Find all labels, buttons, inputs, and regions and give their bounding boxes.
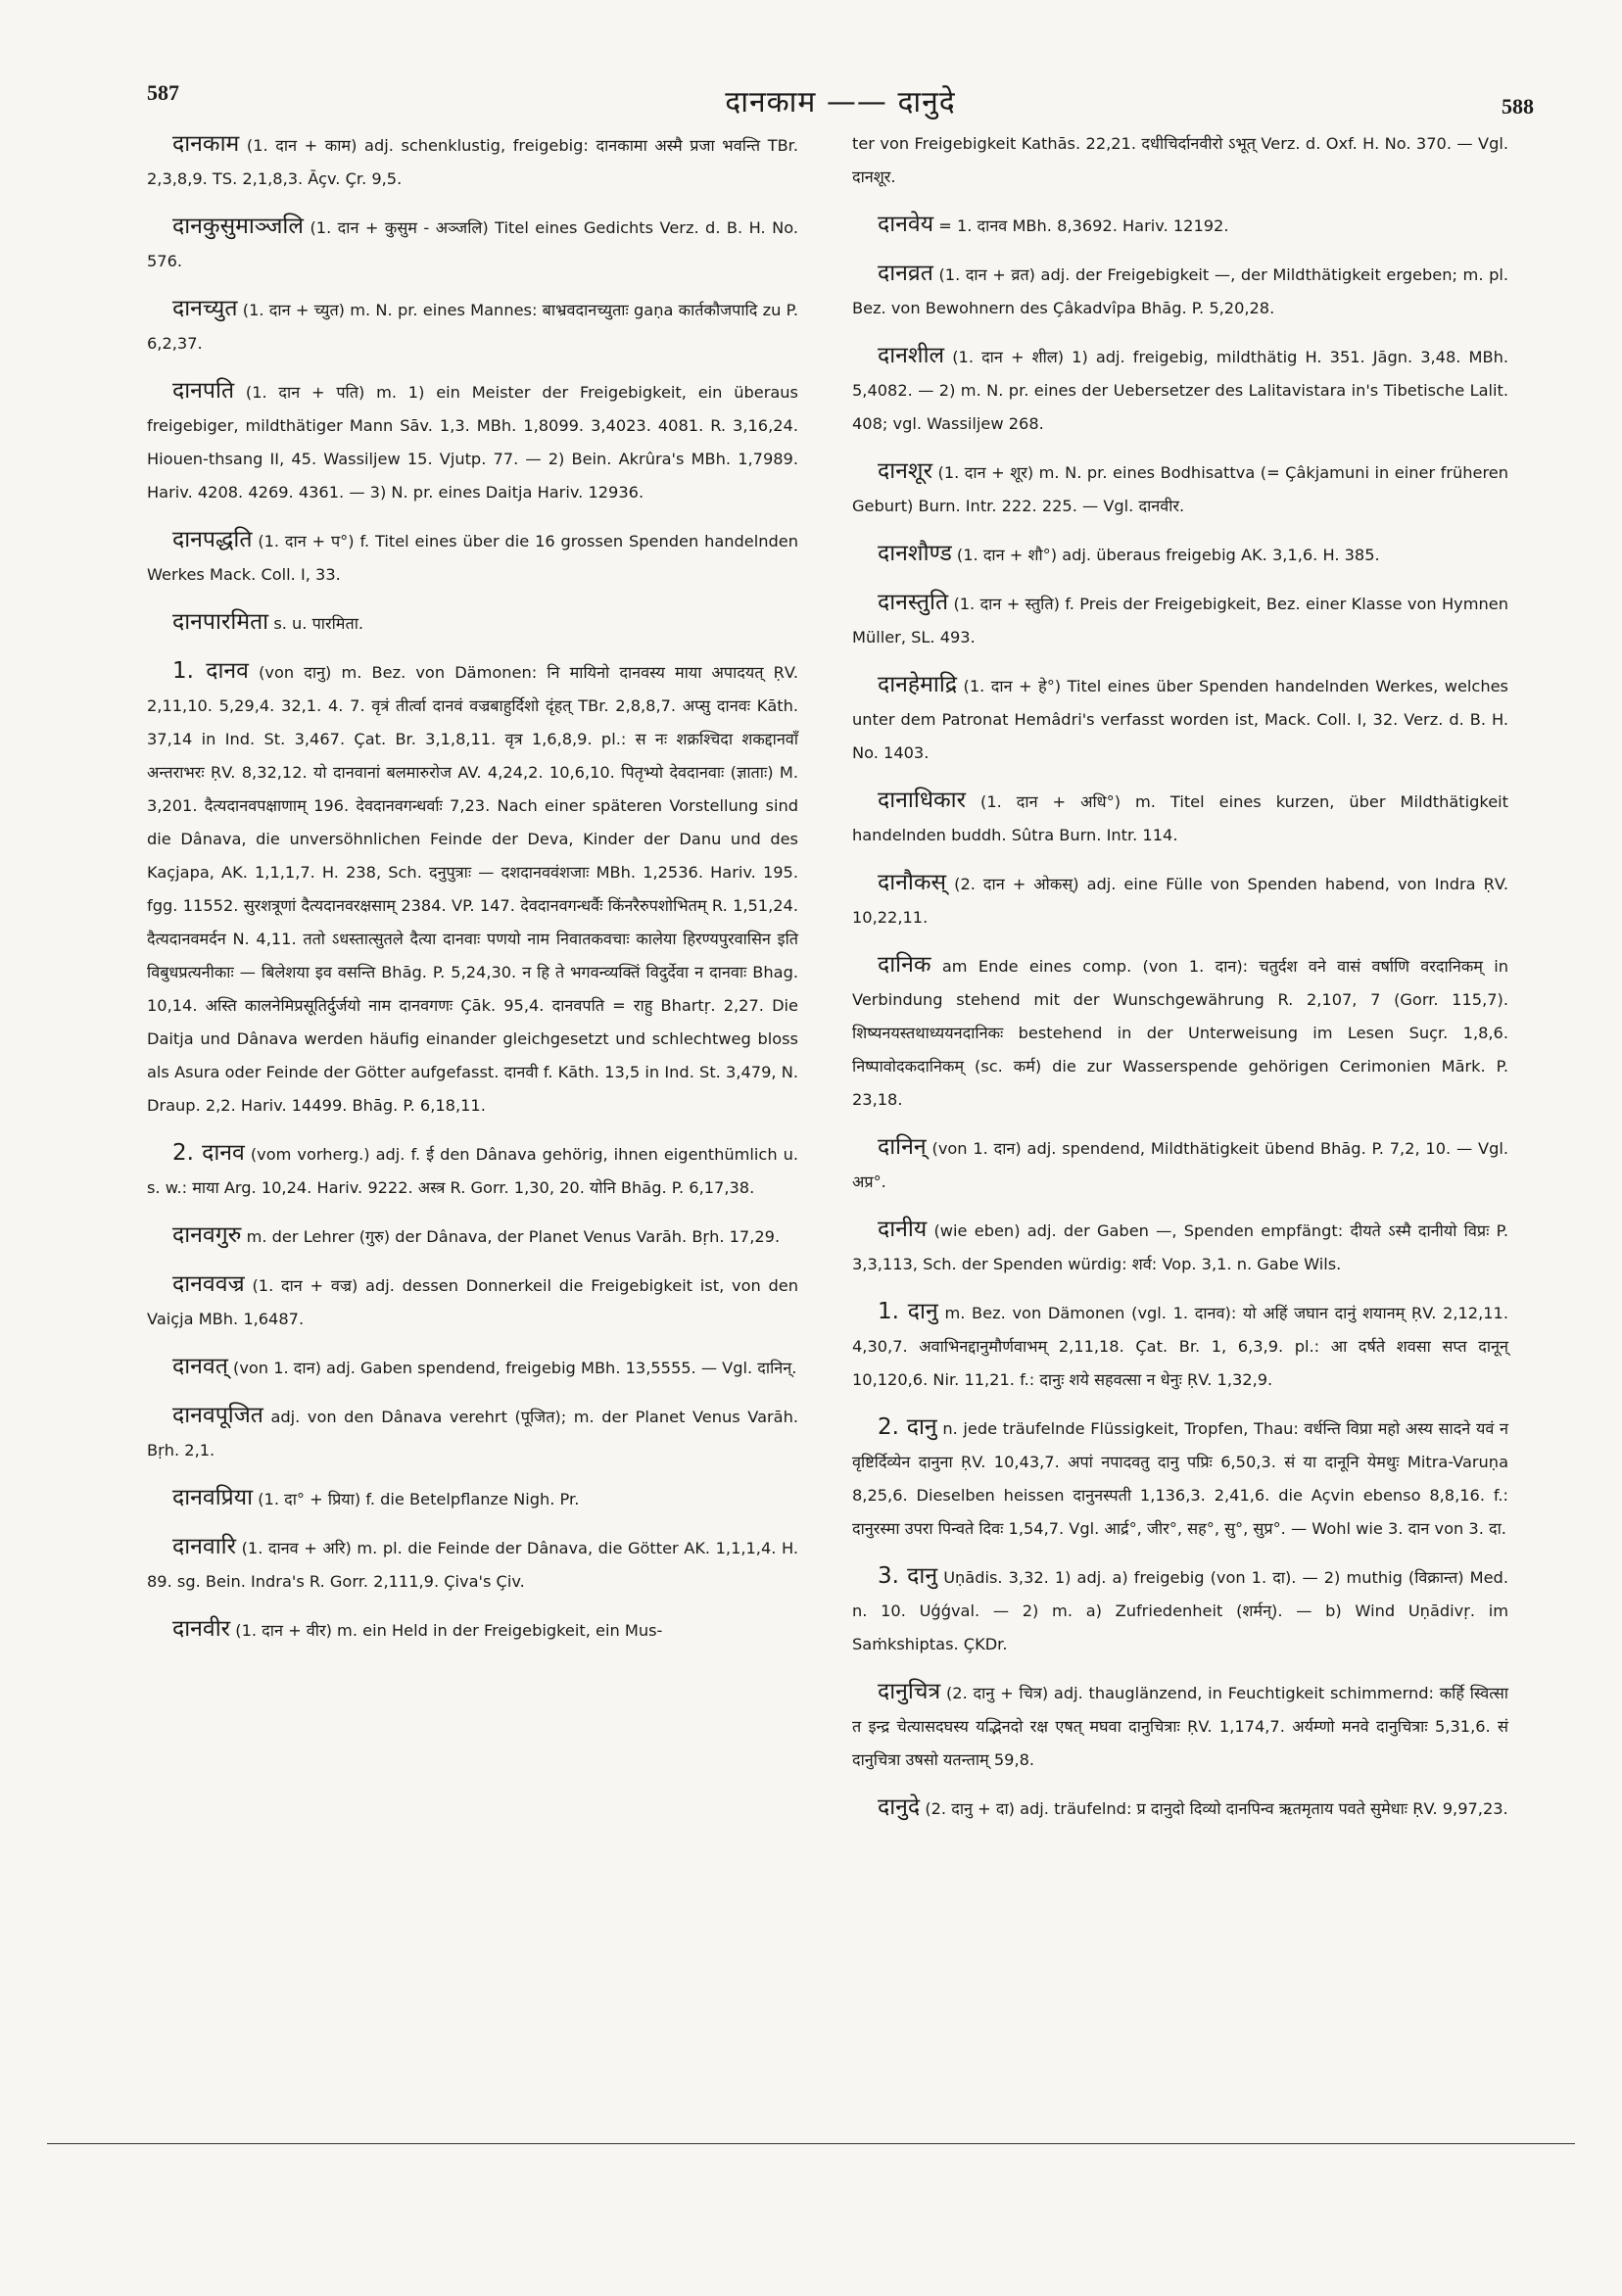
dictionary-entry — [147, 1219, 798, 1254]
entry-text: (1. दान + प°) f. Titel eines über die 16 grossen Spenden handelnden Werkes Mack. Coll. I, 33. — [147, 532, 798, 584]
dictionary-entry — [147, 1350, 798, 1385]
entry-text: (von 1. दान) adj. Gaben spendend, freigebig MBh. 13,5555. — Vgl. दानिन्. — [233, 1359, 797, 1377]
entry-text: Uṇādis. 3,32. 1) adj. a) freigebig (von 1. दा). — 2) muthig (विक्रान्त) Med. n. 10. Uǵǵval. — 2) m. a) Zufriedenheit (शर्मन्). — b) Wind Uṇādivṛ. im Saṁkshiptas. ÇKDr. — [852, 1568, 1508, 1653]
entry-text: (2. दानु + दा) adj. träufelnd: प्र दानुदो दिव्यो दानपिन्व ऋतमृताय पवते सुमेधाः ṚV. 9,97,23. — [925, 1799, 1508, 1818]
entry-headword: 2. दानु — [878, 1414, 937, 1440]
entry-text: (1. दान + च्युत) m. N. pr. eines Mannes: बाभ्रवदानच्युताः gaṇa कार्तकौजपादि zu P. 6,2,37. — [147, 301, 798, 353]
entry-text: (1. दान + शूर) m. N. pr. eines Bodhisattva (= Çâkjamuni in einer früheren Geburt) Burn. Intr. 222. 225. — Vgl. दानवीर. — [852, 463, 1508, 515]
dictionary-entry — [852, 1213, 1508, 1281]
entry-text: (1. दा° + प्रिया) f. die Betelpflanze Nigh. Pr. — [258, 1490, 580, 1508]
entry-headword: दानपद्धति — [172, 527, 253, 552]
entry-text: (1. दान + हे°) Titel eines über Spenden handelnden Werkes, welches unter dem Patronat Hemâdri's verfasst worden ist, Mack. Coll. I, 32. Verz. d. B. H. No. 1403. — [852, 677, 1508, 762]
entry-headword: दानवगुरु — [172, 1222, 242, 1248]
dictionary-entry — [852, 866, 1508, 934]
entry-text: (2. दान + ओकस्) adj. eine Fülle von Spenden habend, von Indra ṚV. 10,22,11. — [852, 875, 1508, 927]
entry-text: (1. दान + पति) m. 1) ein Meister der Freigebigkeit, ein überaus freigebiger, mildthätiger Mann Sāv. 1,3. MBh. 1,8099. 3,4023. 4081. R. 3,16,24. Hiouen-thsang II, 45. Wassiljew 15. Vjutp. 77. — 2) Bein. Akrûra's MBh. 1,7989. Hariv. 4208. 4269. 4361. — 3) N. pr. eines Daitja Hariv. 12936. — [147, 383, 798, 502]
entry-text: (1. दान + व्रत) adj. der Freigebigkeit —, der Mildthätigkeit ergeben; m. pl. Bez. von Bewohnern des Çâkadvîpa Bhāg. P. 5,20,28. — [852, 265, 1508, 317]
entry-text: (2. दानु + चित्र) adj. thauglänzend, in Feuchtigkeit schimmernd: कर्हि स्वित्सा त इन्द्र चेत्यासदघस्य यद्भिनदो रक्ष एषत् मघवा दानुचित्राः ṚV. 1,174,7. अर्यम्णो मनवे दानुचित्राः 5,31,6. सं दानुचित्रा उषसो यतन्ताम् 59,8. — [852, 1684, 1508, 1769]
dictionary-entry — [852, 948, 1508, 1117]
footer-rule — [47, 2143, 1575, 2144]
entry-headword: दानव्रत — [878, 261, 933, 286]
running-head: दानकाम —— दानुदे — [725, 85, 956, 120]
entry-text: s. u. पारमिता. — [273, 614, 364, 633]
entry-headword: दानुदे — [878, 1794, 921, 1820]
entry-headword: दानवत् — [172, 1354, 228, 1379]
dictionary-entry — [147, 1399, 798, 1467]
left-column — [147, 127, 798, 1661]
entry-headword: दानुचित्र — [878, 1679, 941, 1704]
entry-text: (1. दान + अधि°) m. Titel eines kurzen, über Mildthätigkeit handelnden buddh. Sûtra Burn. Intr. 114. — [852, 792, 1508, 844]
entry-headword: दानशील — [878, 343, 945, 368]
dictionary-entry — [147, 1481, 798, 1516]
dictionary-entry — [852, 668, 1508, 770]
dictionary-entry — [852, 586, 1508, 654]
dictionary-entry — [147, 210, 798, 278]
dictionary-entry — [147, 1268, 798, 1336]
dictionary-entry — [852, 537, 1508, 572]
page-number-left: 587 — [147, 80, 179, 105]
page-header — [147, 80, 1534, 129]
entry-headword: दानपति — [172, 378, 235, 404]
dictionary-entry — [147, 1612, 798, 1648]
entry-headword: 1. दानु — [878, 1299, 938, 1324]
dictionary-entry — [852, 1559, 1508, 1661]
dictionary-entry — [147, 292, 798, 360]
entry-headword: दानशौण्ड — [878, 541, 952, 566]
entry-headword: दानीय — [878, 1217, 928, 1242]
entry-headword: दानकुसुमाञ्जलि — [172, 214, 304, 239]
entry-text: (vom vorherg.) adj. f. ई den Dânava gehörig, ihnen eigenthümlich u. s. w.: माया Arg. 10,24. Hariv. 9222. अस्त्र R. Gorr. 1,30, 20. योनि Bhāg. P. 6,17,38. — [147, 1145, 798, 1197]
right-column — [852, 127, 1508, 1840]
entry-headword: दानवीर — [172, 1616, 231, 1642]
entry-headword: दानकाम — [172, 131, 240, 157]
entry-headword: दानवारि — [172, 1534, 237, 1559]
entry-headword: दानवपूजित — [172, 1403, 263, 1428]
dictionary-entry — [852, 454, 1508, 523]
dictionary-entry — [852, 1675, 1508, 1777]
entry-text: adj. von den Dânava verehrt (पूजित); m. der Planet Venus Varāh. Bṛh. 2,1. — [147, 1408, 798, 1459]
entry-headword: 2. दानव — [172, 1140, 245, 1166]
dictionary-entry — [852, 339, 1508, 441]
entry-headword: दानच्युत — [172, 296, 238, 321]
entry-headword: दानवेय — [878, 212, 934, 237]
entry-text: (1. दान + कुसुम - अञ्जलि) Titel eines Gedichts Verz. d. B. H. No. 576. — [147, 218, 798, 270]
entry-headword: 1. दानव — [172, 658, 249, 684]
entry-text: (von दानु) m. Bez. von Dämonen: नि मायिनो दानवस्य माया अपादयत् ṚV. 2,11,10. 5,29,4. 32,1. 4. 7. वृत्रं तीर्त्वा दानवं वज्रबाहुर्दिशो दृंहत् TBr. 2,8,8,7. अप्सु दानवः Kāth. 37,14 in Ind. St. 3,467. Çat. Br. 3,1,8,11. वृत्र 1,6,8,9. pl.: स नः शक्रश्चिदा शकद्दानवाँ अन्तराभरः ṚV. 8,32,12. यो दानवानां बलमारुरोज AV. 4,24,2. 10,6,10. पितृभ्यो देवदानवाः (ज्ञाताः) M. 3,201. दैत्यदानवपक्षाणाम् 196. देवदानवगन्धर्वाः 7,23. Nach einer späteren Vorstellung sind die Dânava, die unversöhnlichen Feinde der Deva, Kinder der Danu und des Kaçjapa, AK. 1,1,1,7. H. 238, Sch. दनुपुत्राः — दशदानववंशजाः MBh. 1,2536. Hariv. 195. fgg. 11552. सुरशत्रूणां दैत्यदानवरक्षसाम् 2384. VP. 147. देवदानवगन्धर्वैः किंनरैरुपशोभितम् R. 1,51,24. दैत्यदानवमर्दन N. 4,11. ततो ऽधस्तात्सुतले दैत्या दानवाः पणयो नाम निवातकवचाः कालेया हिरण्यपुरवासिन इति विबुधप्रत्यनीकाः — बिलेशया इव वसन्ति Bhāg. P. 5,24,30. न हि ते भगवन्व्यक्तिं विदुर्देवा न दानवाः Bhag. 10,14. अस्ति कालनेमिप्रसूतिर्दुर्जयो नाम दानवगणः Çāk. 95,4. दानवपति = राहु Bhartṛ. 2,27. Die Daitja und Dânava werden häufig einander gleichgesetzt und schlechtweg bloss als Asura oder Feinde der Götter aufgefasst. दानवी f. Kāth. 13,5 in Ind. St. 3,479, N. Draup. 2,2. Hariv. 14499. Bhāg. P. 6,18,11. — [147, 663, 798, 1115]
dictionary-entry — [147, 605, 798, 641]
entry-text: (von 1. दान) adj. spendend, Mildthätigkeit übend Bhāg. P. 7,2, 10. — Vgl. अप्र°. — [852, 1139, 1508, 1191]
dictionary-entry — [852, 127, 1508, 194]
entry-headword: दानशूर — [878, 458, 932, 484]
entry-text: = 1. दानव MBh. 8,3692. Hariv. 12192. — [938, 216, 1229, 235]
page-number-right: 588 — [1502, 94, 1534, 119]
dictionary-entry — [852, 1791, 1508, 1826]
dictionary-entry — [147, 1136, 798, 1205]
entry-headword: दानिन् — [878, 1134, 927, 1160]
entry-headword: दानववज्र — [172, 1271, 245, 1297]
entry-text: m. der Lehrer (गुरु) der Dânava, der Planet Venus Varāh. Bṛh. 17,29. — [246, 1227, 781, 1246]
entry-headword: दानवप्रिया — [172, 1485, 254, 1510]
dictionary-entry — [147, 654, 798, 1123]
dictionary-entry — [852, 1411, 1508, 1546]
dictionary-entry — [852, 208, 1508, 243]
dictionary-entry — [147, 374, 798, 509]
entry-headword: दानिक — [878, 952, 931, 978]
entry-headword: दानहेमाद्रि — [878, 672, 958, 697]
entry-headword: दानाधिकार — [878, 788, 967, 813]
entry-headword: दानपारमिता — [172, 609, 269, 635]
entry-headword: दानौकस् — [878, 870, 947, 895]
entry-headword: 3. दानु — [878, 1563, 938, 1589]
entry-text: (1. दान + वीर) m. ein Held in der Freigebigkeit, ein Mus- — [235, 1621, 663, 1640]
entry-text: am Ende eines comp. (von 1. दान): चतुर्दश वने वासं वर्षाणि वरदानिकम् in Verbindung stehend mit der Wunschgewährung R. 2,107, 7 (Gorr. 115,7). शिष्यनयस्तथाध्ययनदानिकः bestehend in der Unterweisung im Lesen Suçr. 1,8,6. निष्पावोदकदानिकम् (sc. कर्म) die zur Wasserspende gehörigen Cerimonien Mārk. P. 23,18. — [852, 957, 1508, 1109]
entry-text: n. jede träufelnde Flüssigkeit, Tropfen, Thau: वर्धन्ति विप्रा महो अस्य सादने यवं न वृष्टिर्दिव्येन दानुना ṚV. 10,43,7. अपां नपादवतु दानु पप्रिः 6,50,3. सं या दानूनि येमथुः Mitra-Varuṇa 8,25,6. Dieselben heissen दानुनस्पती 1,136,3. 2,41,6. die Açvin ebenso 8,8,16. f.: दानुरस्मा उपरा पिन्वते दिवः 1,54,7. Vgl. आर्द्र°, जीर°, सह°, सु°, सुप्र°. — Wohl wie 3. दान von 3. दा. — [852, 1419, 1508, 1538]
entry-headword: दानस्तुति — [878, 590, 949, 615]
dictionary-entry — [147, 523, 798, 592]
entry-text: (1. दान + वज्र) adj. dessen Donnerkeil die Freigebigkeit ist, von den Vaiçja MBh. 1,6487. — [147, 1276, 798, 1328]
entry-text: (1. दान + स्तुति) f. Preis der Freigebigkeit, Bez. einer Klasse von Hymnen Müller, SL. 493. — [852, 595, 1508, 646]
entry-text: (1. दान + शौ°) adj. überaus freigebig AK. 3,1,6. H. 385. — [956, 546, 1380, 564]
dictionary-entry — [852, 257, 1508, 325]
entry-text: (wie eben) adj. der Gaben —, Spenden empfängt: दीयते ऽस्मै दानीयो विप्रः P. 3,3,113, Sch. der Spenden würdig: शर्व: Vop. 3,1. n. Gabe Wils. — [852, 1221, 1508, 1273]
dictionary-entry — [147, 1530, 798, 1599]
dictionary-entry — [147, 127, 798, 196]
entry-text: (1. दान + शील) 1) adj. freigebig, mildthätig H. 351. Jāgn. 3,48. MBh. 5,4082. — 2) m. N. pr. eines der Uebersetzer des Lalitavistara in's Tibetische Lalit. 408; vgl. Wassiljew 268. — [852, 348, 1508, 433]
entry-text: (1. दानव + अरि) m. pl. die Feinde der Dânava, die Götter AK. 1,1,1,4. H. 89. sg. Bein. Indra's R. Gorr. 2,111,9. Çiva's Çiv. — [147, 1539, 798, 1591]
dictionary-entry — [852, 1130, 1508, 1199]
entry-text: ter von Freigebigkeit Kathās. 22,21. दधीचिर्दानवीरो ऽभूत् Verz. d. Oxf. H. No. 370. — Vgl. दानशूर. — [852, 134, 1508, 186]
dictionary-entry — [852, 784, 1508, 852]
entry-text: (1. दान + काम) adj. schenklustig, freigebig: दानकामा अस्मै प्रजा भवन्ति TBr. 2,3,8,9. TS. 2,1,8,3. Āçv. Çr. 9,5. — [147, 136, 798, 188]
entry-text: m. Bez. von Dämonen (vgl. 1. दानव): यो अहिं जघान दानुं शयानम् ṚV. 2,12,11. 4,30,7. अवाभिनद्दानुमौर्णवाभम् 2,11,18. Çat. Br. 1, 6,3,9. pl.: आ दर्षते शवसा सप्त दानून् 10,120,6. Nir. 11,21. f.: दानुः शये सहवत्सा न धेनुः ṚV. 1,32,9. — [852, 1304, 1508, 1389]
dictionary-entry — [852, 1295, 1508, 1397]
